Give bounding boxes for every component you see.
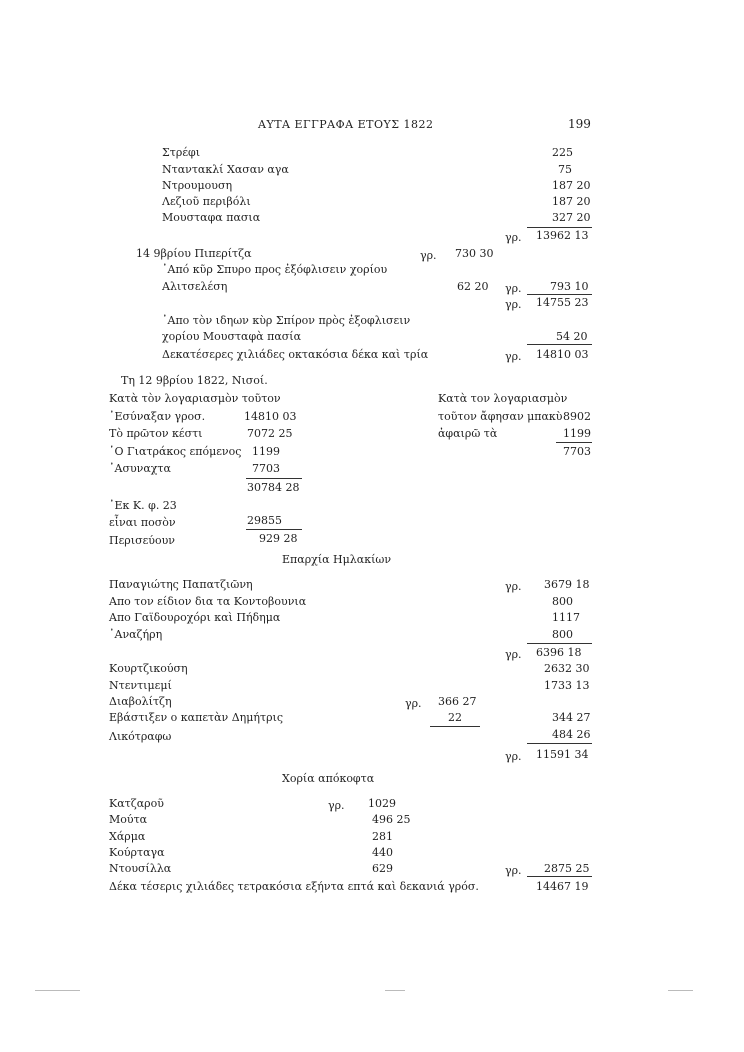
- currency-abbr: γρ.: [420, 249, 437, 262]
- einai-amount: 29855: [247, 514, 282, 527]
- currency-abbr: γρ.: [328, 799, 345, 812]
- currency-abbr: γρ.: [505, 350, 522, 363]
- left-heading: Κατὰ τὸν λογαριασμὸν τοῦτον: [109, 392, 281, 405]
- left-row-amount: 7703: [252, 462, 280, 475]
- list-item-label: Διαβολίτζη: [109, 695, 172, 708]
- left-row-amount: 1199: [252, 445, 280, 458]
- currency-abbr: γρ.: [505, 282, 522, 295]
- right-row-amount: 8902: [563, 410, 591, 423]
- left-row-amount: 14810 03: [244, 410, 297, 423]
- entry-amount: 54 20: [556, 330, 588, 343]
- ek-line: ᾿Εκ Κ. φ. 23: [109, 499, 177, 512]
- list-item-amount: 187 20: [552, 179, 591, 192]
- right-row-amount: 1199: [563, 427, 591, 440]
- sum-rule: [556, 442, 592, 443]
- list-item-label: Λικότραφω: [109, 730, 172, 743]
- entry-amount: 793 10: [550, 280, 589, 293]
- entry-line: ᾿Από κῦρ Σπυρο προς ἐξόφλισειν χορίου: [162, 263, 388, 276]
- list-item-label: Παναγιώτης Παπατζιῶνη: [109, 578, 253, 591]
- scan-artifact: [668, 990, 693, 991]
- date-line: Τη 12 9βρίου 1822, Νισοί.: [121, 374, 268, 387]
- list-item-label: Μούτα: [109, 813, 148, 826]
- sum-rule: [246, 529, 302, 530]
- sum-rule: [527, 876, 592, 877]
- currency-abbr: γρ.: [405, 697, 422, 710]
- currency-abbr: γρ.: [505, 580, 522, 593]
- list-item-label: Ντεντιμεμί: [109, 679, 172, 692]
- list-item-label: Κούρταγα: [109, 846, 165, 859]
- list-item-amount: 484 26: [552, 728, 591, 741]
- list-item-amount: 3679 18: [544, 578, 590, 591]
- subtotal-amount: 6396 18: [536, 646, 582, 659]
- rest-label: Περισεύουν: [109, 534, 175, 547]
- left-row-label: ᾿Ασυναχτα: [109, 462, 171, 475]
- list-item-label: Λεζιοῦ περιβόλι: [162, 195, 251, 208]
- list-item-label: Ντρουμουση: [162, 179, 233, 192]
- list-item-amount: 344 27: [552, 711, 591, 724]
- sum-amount: 2875 25: [544, 862, 590, 875]
- list-item-amount: 281: [372, 830, 393, 843]
- rest-amount: 929 28: [259, 532, 298, 545]
- entry-line: Αλιτσελέση: [162, 280, 228, 293]
- currency-abbr: γρ.: [505, 648, 522, 661]
- list-item-amount: 22: [448, 711, 462, 724]
- entry-line: Δεκατέσερες χιλιάδες οκτακόσια δέκα καὶ τρία: [162, 348, 429, 361]
- section-title: Χορία απόκοφτα: [282, 772, 375, 785]
- list-item-label: Στρέφι: [162, 146, 201, 159]
- left-row-label: ᾿Εσύναξαν γροσ.: [109, 410, 206, 423]
- final-line: Δέκα τέσερις χιλιάδες τετρακόσια εξήντα επτά καὶ δεκανιά γρόσ.: [109, 880, 479, 893]
- list-item-label: Εβάστιξεν ο καπετὰν Δημήτρις: [109, 711, 284, 724]
- running-title: ΑΥΤΑ ΕΓΓΡΑΦΑ ΕΤΟΥΣ 1822: [258, 118, 434, 131]
- left-sum: 30784 28: [247, 481, 300, 494]
- total-amount: 14755 23: [536, 296, 589, 309]
- subtotal-amount: 13962 13: [536, 229, 589, 242]
- list-item-amount: 187 20: [552, 195, 591, 208]
- list-item-amount: 1117: [552, 611, 580, 624]
- entry-line: χορίου Μουσταφὰ πασία: [162, 330, 302, 343]
- list-item-label: Κατζαροῦ: [109, 797, 164, 810]
- entry-amount: 62 20: [457, 280, 489, 293]
- list-item-amount: 800: [552, 595, 573, 608]
- left-row-amount: 7072 25: [247, 427, 293, 440]
- right-heading: Κατὰ τον λογαριασμὸν: [438, 392, 568, 405]
- list-item-amount: 1029: [368, 797, 396, 810]
- list-item-amount: 225: [552, 146, 573, 159]
- right-result: 7703: [563, 445, 591, 458]
- left-row-label: ῾Ο Γιατράκος επόμενος: [109, 445, 242, 458]
- list-item-amount: 496 25: [372, 813, 411, 826]
- list-item-label: Νταντακλί Χασαν αγα: [162, 163, 289, 176]
- currency-abbr: γρ.: [505, 864, 522, 877]
- section-title: Επαρχία Ημλακίων: [282, 553, 392, 566]
- list-item-label: Κουρτζικούση: [109, 662, 188, 675]
- list-item-amount: 327 20: [552, 211, 591, 224]
- list-item-amount: 75: [558, 163, 572, 176]
- list-item-amount: 366 27: [438, 695, 477, 708]
- einai-label: εἶναι ποσὸν: [109, 516, 176, 529]
- list-item-label: ᾿Αναζήρη: [109, 628, 163, 641]
- list-item-amount: 2632 30: [544, 662, 590, 675]
- currency-abbr: γρ.: [505, 750, 522, 763]
- currency-abbr: γρ.: [505, 298, 522, 311]
- total-amount: 11591 34: [536, 748, 589, 761]
- entry-line: ᾿Απο τὸν ιδηων κὺρ Σπίρον πρὸς ἐξοφλισειν: [162, 314, 411, 327]
- list-item-amount: 629: [372, 862, 393, 875]
- list-item-label: Ντουσίλλα: [109, 862, 172, 875]
- sum-rule: [430, 726, 480, 727]
- page-number: 199: [568, 117, 591, 131]
- sum-rule: [527, 227, 592, 228]
- sum-rule: [527, 643, 592, 644]
- left-row-label: Τὸ πρῶτον κέστι: [109, 427, 203, 440]
- sum-rule: [527, 743, 592, 744]
- list-item-label: Απο Γαϊδουροχόρι καὶ Πήδημα: [109, 611, 281, 624]
- right-row-label: ἀφαιρῶ τὰ: [438, 427, 498, 440]
- entry-line: 14 9βρίου Πιπερίτζα: [136, 247, 252, 260]
- list-item-label: Μουσταφα πασια: [162, 211, 261, 224]
- sum-rule: [527, 294, 592, 295]
- right-row-label: τοῦτον ἄφησαν μπακὺ: [438, 410, 563, 423]
- scan-artifact: [385, 990, 405, 991]
- list-item-amount: 1733 13: [544, 679, 590, 692]
- list-item-amount: 800: [552, 628, 573, 641]
- list-item-amount: 440: [372, 846, 393, 859]
- subtotal-abbr: γρ.: [505, 231, 522, 244]
- entry-amount: 14810 03: [536, 348, 589, 361]
- list-item-label: Απο τον είδιον δια τα Κοντοβουνια: [109, 595, 307, 608]
- scan-artifact: [35, 990, 80, 991]
- entry-amount: 730 30: [455, 247, 494, 260]
- sum-rule: [246, 478, 302, 479]
- final-amount: 14467 19: [536, 880, 589, 893]
- sum-rule: [527, 344, 592, 345]
- list-item-label: Χάρμα: [109, 830, 146, 843]
